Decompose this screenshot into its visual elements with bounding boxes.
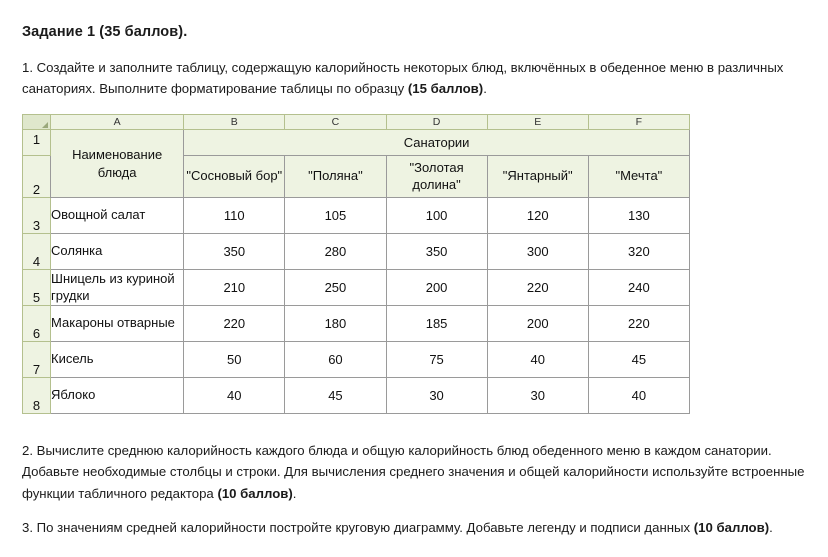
column-header-c[interactable]: C [285, 115, 386, 130]
spreadsheet-table [22, 114, 690, 414]
cell-r5-c3[interactable]: 75 [386, 342, 487, 378]
task-3-text: 3. По значениям средней калорийности постройте круговую диаграмму. Добавьте легенду и подписи данных [22, 520, 694, 535]
cell-r1-c4[interactable]: 120 [487, 198, 588, 234]
table-row-3 [23, 198, 690, 234]
task-1-text: 1. Создайте и заполните таблицу, содержащую калорийность некоторых блюд, включённых в обеденное меню в различных санаториях. Выполните форматирование таблицы по образцу [22, 60, 784, 97]
table-row-5 [23, 270, 690, 306]
cell-r2-c3[interactable]: 350 [386, 234, 487, 270]
cell-dish-5[interactable]: Кисель [51, 342, 184, 378]
cell-r2-c2[interactable]: 280 [285, 234, 386, 270]
task-1-points: (15 баллов) [407, 81, 484, 97]
cell-r4-c3[interactable]: 185 [386, 306, 487, 342]
table-row-8 [23, 378, 690, 414]
header-cell-sanatorium-3[interactable]: "Золотая долина" [386, 156, 487, 198]
table-row-4 [23, 234, 690, 270]
header-cell-sanatorium-1[interactable]: "Сосновый бор" [184, 156, 285, 198]
cell-r3-c2[interactable]: 250 [285, 270, 386, 306]
cell-r6-c4[interactable]: 30 [487, 378, 588, 414]
cell-r2-c4[interactable]: 300 [487, 234, 588, 270]
task-3-text-end: . [769, 520, 773, 535]
select-all-corner[interactable] [23, 115, 51, 130]
cell-r1-c5[interactable]: 130 [588, 198, 689, 234]
row-number-2[interactable]: 2 [23, 156, 51, 198]
task-paragraph-3 [22, 517, 812, 538]
cell-r5-c5[interactable]: 45 [588, 342, 689, 378]
cell-r2-c5[interactable]: 320 [588, 234, 689, 270]
cell-r1-c2[interactable]: 105 [285, 198, 386, 234]
header-cell-sanatorium-4[interactable]: "Янтарный" [487, 156, 588, 198]
corner-triangle-icon [42, 122, 48, 128]
table-row-7 [23, 342, 690, 378]
cell-r4-c1[interactable]: 220 [184, 306, 285, 342]
cell-r5-c1[interactable]: 50 [184, 342, 285, 378]
header-cell-sanatorium-2[interactable]: "Поляна" [285, 156, 386, 198]
cell-r6-c3[interactable]: 30 [386, 378, 487, 414]
row-number-3[interactable]: 3 [23, 198, 51, 234]
cell-r3-c1[interactable]: 210 [184, 270, 285, 306]
column-header-e[interactable]: E [487, 115, 588, 130]
column-header-d[interactable]: D [386, 115, 487, 130]
cell-r2-c1[interactable]: 350 [184, 234, 285, 270]
cell-dish-4[interactable]: Макароны отварные [51, 306, 184, 342]
column-header-f[interactable]: F [588, 115, 689, 130]
cell-r4-c2[interactable]: 180 [285, 306, 386, 342]
column-header-a[interactable]: A [51, 115, 184, 130]
header-cell-sanatoriums[interactable]: Санатории [184, 130, 690, 156]
cell-r6-c1[interactable]: 40 [184, 378, 285, 414]
task-1-text-end: . [483, 81, 487, 97]
cell-dish-1[interactable]: Овощной салат [51, 198, 184, 234]
cell-r4-c4[interactable]: 200 [487, 306, 588, 342]
cell-r3-c5[interactable]: 240 [588, 270, 689, 306]
task-paragraph-2 [22, 440, 812, 504]
row-number-7[interactable]: 7 [23, 342, 51, 378]
row-number-4[interactable]: 4 [23, 234, 51, 270]
cell-r4-c5[interactable]: 220 [588, 306, 689, 342]
cell-dish-2[interactable]: Солянка [51, 234, 184, 270]
row-number-5[interactable]: 5 [23, 270, 51, 306]
row-number-1[interactable]: 1 [23, 130, 51, 156]
task-paragraph-1 [22, 57, 808, 100]
cell-r6-c5[interactable]: 40 [588, 378, 689, 414]
header-cell-dish-name[interactable]: Наименование блюда [51, 130, 184, 198]
table-row-6 [23, 306, 690, 342]
column-header-b[interactable]: B [184, 115, 285, 130]
task-2-text-end: . [292, 485, 297, 501]
cell-r3-c3[interactable]: 200 [386, 270, 487, 306]
cell-r6-c2[interactable]: 45 [285, 378, 386, 414]
row-number-6[interactable]: 6 [23, 306, 51, 342]
cell-r5-c2[interactable]: 60 [285, 342, 386, 378]
cell-r3-c4[interactable]: 220 [487, 270, 588, 306]
cell-r1-c1[interactable]: 110 [184, 198, 285, 234]
header-cell-sanatorium-5[interactable]: "Мечта" [588, 156, 689, 198]
task-2-points: (10 баллов) [217, 485, 293, 501]
cell-dish-6[interactable]: Яблоко [51, 378, 184, 414]
table-row-1 [23, 130, 690, 156]
cell-r1-c3[interactable]: 100 [386, 198, 487, 234]
task-2-text: 2. Вычислите среднюю калорийность каждого блюда и общую калорийность блюд обеденного меню в каждом санатории. Добавьте необходимые столбцы и строки. Для вычисления среднего значения и общей калорийности используйте встроенные функции табличного редактора [22, 443, 805, 501]
cell-dish-3[interactable]: Шницель из куриной грудки [51, 270, 184, 306]
row-number-8[interactable]: 8 [23, 378, 51, 414]
cell-r5-c4[interactable]: 40 [487, 342, 588, 378]
page-title: Задание 1 (35 баллов). [22, 24, 188, 40]
column-header-row [23, 115, 690, 130]
task-3-points: (10 баллов) [693, 520, 770, 535]
